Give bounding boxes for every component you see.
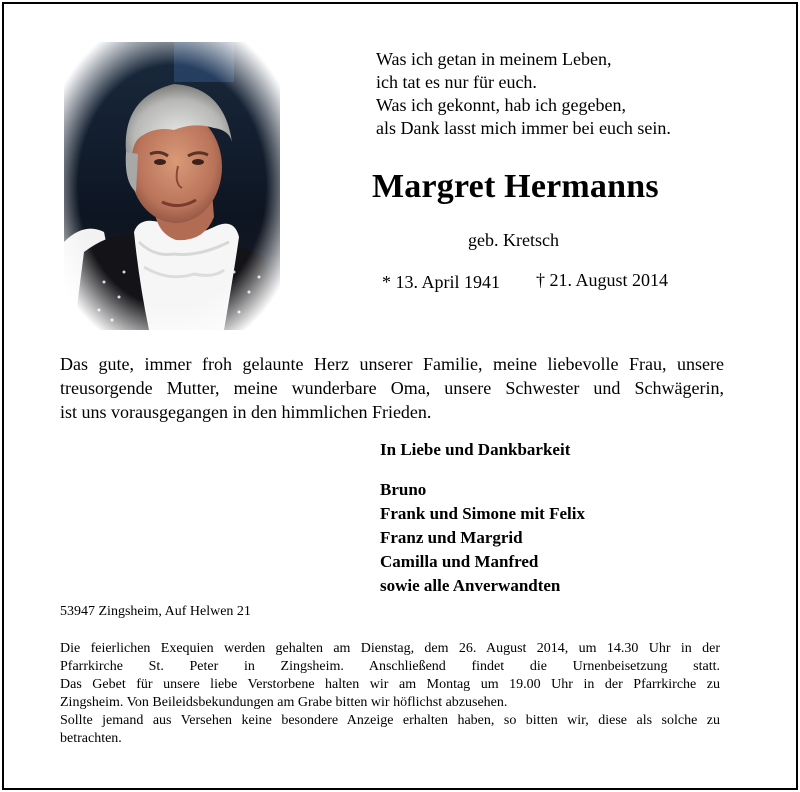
family-address: 53947 Zingsheim, Auf Helwen 21 (60, 604, 251, 619)
poem-line: als Dank lasst mich immer bei euch sein. (376, 118, 671, 138)
tribute-line: ist uns vorausgegangen in den himmlichen Frieden. (60, 402, 432, 422)
memorial-poem (376, 48, 736, 140)
mourners-list (380, 478, 585, 598)
tribute-text (60, 352, 724, 424)
maiden-name: geb. Kretsch (468, 230, 559, 250)
closing-phrase: In Liebe und Dankbarkeit (380, 440, 571, 459)
info-line: Zingsheim. Von Beileidsbekundungen am Grabe bitten wir höflichst abzusehen. (60, 695, 508, 710)
mourner-entry: sowie alle Anverwandten (380, 576, 561, 595)
death-date: † 21. August 2014 (536, 270, 669, 290)
poem-line: Was ich gekonnt, hab ich gegeben, (376, 95, 626, 115)
mourner-entry: Camilla und Manfred (380, 552, 539, 571)
mourner-entry: Franz und Margrid (380, 528, 523, 547)
info-line: Die feierlichen Exequien werden gehalten am Dienstag, dem 26. August 2014, um 14.30 Uhr in der (60, 641, 720, 656)
mourner-entry: Frank und Simone mit Felix (380, 504, 585, 523)
tribute-line: treusorgende Mutter, meine wunderbare Oma, unsere Schwester und Schwägerin, (60, 378, 724, 398)
mourner-entry: Bruno (380, 480, 427, 499)
info-line: Pfarrkirche St. Peter in Zingsheim. Anschließend findet die Urnenbeisetzung statt. (60, 659, 720, 674)
info-line: Sollte jemand aus Versehen keine besondere Anzeige erhalten haben, so bitten wir, diese als solche zu (60, 713, 720, 728)
tribute-line: Das gute, immer froh gelaunte Herz unserer Familie, meine liebevolle Frau, unsere (60, 354, 724, 374)
deceased-name: Margret Hermanns (372, 168, 659, 205)
birth-date: * 13. April 1941 (382, 272, 501, 292)
info-line: Das Gebet für unsere liebe Verstorbene halten wir am Montag um 19.00 Uhr in der Pfarrkirche zu (60, 677, 720, 692)
poem-line: ich tat es nur für euch. (376, 72, 537, 92)
info-line: betrachten. (60, 731, 122, 746)
service-information (60, 640, 720, 748)
poem-line: Was ich getan in meinem Leben, (376, 49, 612, 69)
portrait-photo (64, 42, 280, 330)
